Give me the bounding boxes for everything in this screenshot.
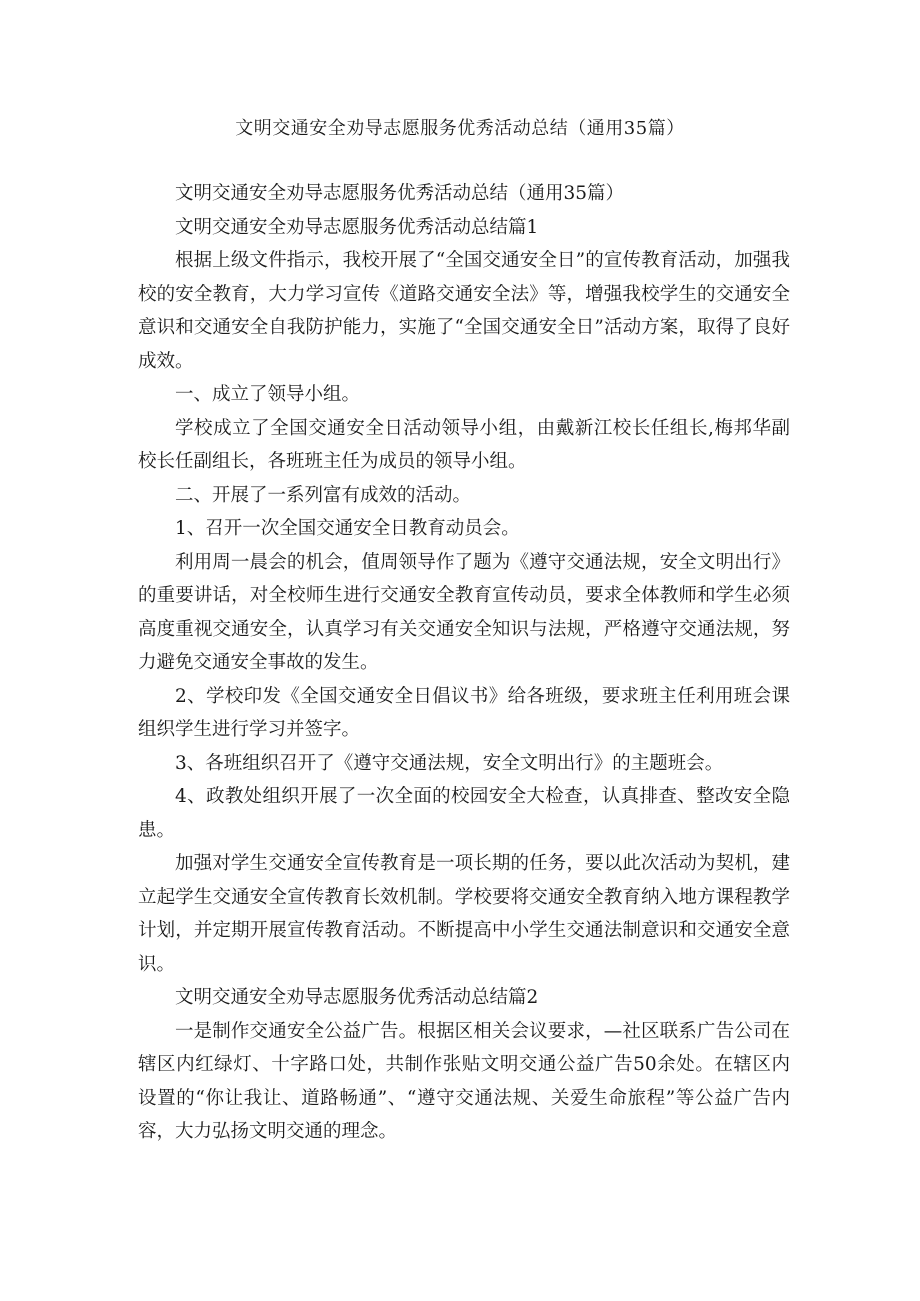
- list-item-2: 2、学校印发《全国交通安全日倡议书》给各班级，要求班主任利用班会课组织学生进行学习并签字。: [138, 685, 790, 740]
- subtitle-paragraph: 文明交通安全劝导志愿服务优秀活动总结（通用35篇）: [175, 183, 625, 204]
- body-paragraph: 利用周一晨会的机会，值周领导作了题为《遵守交通法规，安全文明出行》的重要讲话，对全校师生进行交通安全教育宣传动员，要求全体教师和学生必须高度重视交通安全，认真学习有关交通安全知识与法规，严格遵守交通法规，努力避免交通安全事故的发生。: [138, 551, 790, 673]
- document-body: [138, 177, 790, 1149]
- list-heading-1: 一、成立了领导小组。: [175, 384, 361, 405]
- body-paragraph: 根据上级文件指示，我校开展了“全国交通安全日”的宣传教育活动，加强我校的安全教育，大力学习宣传《道路交通安全法》等，增强我校学生的交通安全意识和交通安全自我防护能力，实施了“全国交通安全日”活动方案，取得了良好成效。: [138, 250, 790, 372]
- section-heading-1: 文明交通安全劝导志愿服务优秀活动总结篇1: [175, 216, 539, 238]
- document-title: 文明交通安全劝导志愿服务优秀活动总结（通用35篇）: [235, 118, 685, 139]
- list-heading-2: 二、开展了一系列富有成效的活动。: [175, 484, 472, 506]
- list-item-1: 1、召开一次全国交通安全日教育动员会。: [175, 518, 520, 539]
- list-item-4: 4、政教处组织开展了一次全面的校园安全大检查，认真排查、整改安全隐患。: [138, 786, 790, 841]
- body-paragraph: 学校成立了全国交通安全日活动领导小组，由戴新江校长任组长,梅邦华副校长任副组长，各班班主任为成员的领导小组。: [138, 417, 790, 472]
- body-paragraph: 一是制作交通安全公益广告。根据区相关会议要求，—社区联系广告公司在辖区内红绿灯、十字路口处，共制作张贴文明交通公益广告50余处。在辖区内设置的“你让我让、道路畅通”、“遵守交通法规、关爱生命旅程”等公益广告内容，大力弘扬文明交通的理念。: [138, 1020, 790, 1142]
- body-paragraph: 加强对学生交通安全宣传教育是一项长期的任务，要以此次活动为契机，建立起学生交通安全宣传教育长效机制。学校要将交通安全教育纳入地方课程教学计划，并定期开展宣传教育活动。不断提高中小学生交通法制意识和交通安全意识。: [138, 853, 790, 975]
- list-item-3: 3、各班组织召开了《遵守交通法规，安全文明出行》的主题班会。: [175, 752, 724, 774]
- section-heading-2: 文明交通安全劝导志愿服务优秀活动总结篇2: [175, 987, 539, 1008]
